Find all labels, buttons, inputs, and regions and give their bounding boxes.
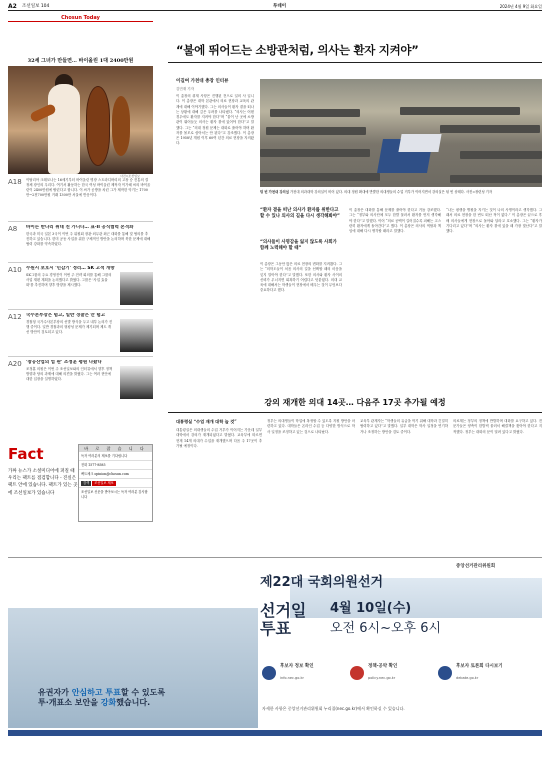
item-page: A20 [8,360,22,368]
column-text: “나는 평생을 병원을 지키는 것이 나의 사명이라고 생각했다. 그래서 의료 현장을 한 번도 떠난 적이 없다.” 이 총장은 끝으로 후배 의사들에게 현장으로 돌아와 달라고 호소했다. 그는 “환자가 기다리고 있다”며 “의사는 환자 곁에 있을 때 가장 빛난다”고 말했다. [446,208,542,234]
item-page: A18 [8,178,22,186]
voting-hours: 오전 6시~오후 6시 [330,621,442,636]
lead-subhead-2: “의사들이 사명감을 잃지 않도록 사회가 함께 노력해야 할 때” [260,240,337,252]
item-title: 수원시 보호시 '민감기' 정리… SK 고객 개방 [26,266,115,271]
page-number: A2 [8,3,17,10]
fact-copy: 가짜 뉴스가 소셜미디어에 퍼질 때 우리는 팩트를 점검합니다 - 진실은 팩트 안에 있습니다. 팩트가 있는 곳에 조선일보가 있습니다 [8,469,78,496]
second-column-1 [176,428,262,552]
fact-logo: Fact [8,445,44,463]
candidate-info-icon [262,666,276,680]
item-text: 한국과 미국 일본 3국이 이번 주 위원회 장관·외무관 최근 대화를 통해 및 협의를 추진하고 있습니다. 한미 공동 사업을 위한 구체적인 방안을 논의하며 북한 문제에 대해 협력 강화를 약속하였다. [26,232,151,247]
caption-text: 가천대 의과대학 강의실이 비어 있다. 의대 정원 확대에 반발한 의대생들의 수업 거부가 이어지면서 강의실은 텅 빈 상태다. 사진=장련성 기자 [289,190,493,194]
form-line[interactable]: 팩트체크 opinion@chosun.com [79,470,152,479]
empty-classroom-photo [260,79,542,187]
form-tags [79,479,152,488]
item-text: 조정훈 의원은 이번 주 조선일보와의 인터뷰에서 향후 정책 방향과 당의 과제에 대해 의견을 밝혔다. 그는 여러 현안에 대한 입장을 설명하였다. [26,367,113,382]
correction-form [78,444,153,522]
item-text: 이탈리아 크레모나는 16세기부터 바이올린 명장 스트라디바리의 고장 승 전통의 결정체 장인의 우리다. 여기서 활동하는 한국 여성 바이올린 제작자 이가혜 씨의 바이올린이 2400만원에 팔린다고 합니다. 이 씨가 공방을 차린 그가 제작한 악기는 1700만~2천700만원 거래 1300만 서울에 반응이다. [26,178,151,198]
election-day-vote: 선거일 투표 [260,601,307,638]
second-column-2 [267,419,355,552]
person-thumbnail [120,272,153,305]
today-item[interactable] [8,313,153,357]
lead-headline: “불에 뛰어드는 소방관처럼, 의사는 환자 지켜야” [176,43,419,57]
second-column-3 [360,419,448,552]
item-page: A12 [8,313,22,321]
feature-title: 32세 그녀가 만들면… 바이올린 1대 2400만원 [27,58,134,64]
fact-box [8,442,153,552]
lead-subhead-1: “환자 곁을 떠난 의사가 환자를 위한다고 할 수 있나 의사의 길을 다시 생각해봐야” [260,208,340,220]
search-tag: 검색 [83,481,90,486]
policy-info-icon [350,666,364,680]
election-advertisement[interactable] [8,557,542,754]
report-tag[interactable]: 조선일보 제보 [94,481,114,486]
column-text: 정부는 의대생들이 학업에 복귀할 수 있도록 지원 방안을 마련하고 있다. 대학들은 온라인 수업 등 다양한 방식으로 학사 일정을 조정하고 있는 것으로 나타났다. [267,419,355,434]
item-page: A10 [8,266,22,274]
caption-bold: 텅 빈 가천대 강의실 [260,190,289,194]
ad-bottom-bar [8,730,542,736]
debate-replay-icon [438,666,452,680]
item-page: A8 [8,225,18,233]
person-thumbnail [120,319,153,352]
page-header [8,2,542,11]
form-line[interactable]: 전화 1577-8585 [79,461,152,470]
photo-credit: 사진=조선일보 [120,174,140,178]
today-item[interactable] [8,225,153,263]
column-text: 의료계는 정부의 정책에 반발하며 대화를 요구하고 있다. 전문가들은 양측이 한발씩 물러서 해결책을 찾아야 한다고 지적했다. 정부는 대화의 문이 열려 있다고 밝혔다. [453,419,542,434]
lead-column-3 [349,208,441,394]
violin-maker-photo [8,66,153,174]
form-title: 바 로 잡 습 니 다 [79,445,152,452]
info-icons [262,664,522,696]
second-headline-rule [168,412,542,413]
issue-date: 2024년 4월 9일 화요일 [499,4,542,9]
ad-footer: 자세한 사항은 중앙선거관리위원회 누리집(nec.go.kr)에서 확인하실 수 있습니다. [262,706,405,711]
second-headline: 강의 재개한 의대 14곳… 다음주 17곳 추가될 예정 [264,398,446,407]
lead-column-1 [176,94,254,394]
today-item[interactable] [8,360,153,402]
item-title: '창공산업의 업 판' 조정훈 평원 나왔다 [26,360,102,365]
chosun-today-spacer [8,24,153,56]
column-text: 이 총장은 대화를 통해 문제를 풀어야 한다고 거듭 강조했다. 그는 “정부와 의사단체 모두 한발 물러서 환자를 먼저 생각해야 한다”고 말했다. 이어 “의료 공백이 길어질수록 피해는 고스란히 환자에게 돌아간다”고 했다. 이 총장은 의사의 역할과 책임에 대해 다시 생각할 때라고 말했다. [349,208,441,234]
policy-info-link[interactable]: 정책·공약 확인 policy.nec.go.kr [350,664,434,694]
item-title: 바이든 반나리 위대 친 가니다… 표·II 공식협력 본격화 [26,225,134,230]
today-item[interactable] [8,178,153,222]
nec-logo-text: 중앙선거관리위원회 [456,564,496,569]
lead-byline: 김민재 기자 [176,87,195,91]
ad-slogan: 유권자가 안심하고 투표할 수 있도록 투·개표소 보안을 강화했습니다. [38,688,166,708]
debate-replay-link[interactable]: 후보자 토론회 다시보기 debate.go.kr [438,664,522,694]
item-text: SK그룹의 주요 경영진이 이번 주 전략 회의를 통해 그룹의 사업 재편 계획을 논의했다고 밝혔다. 그룹은 '사업 효율화'를 추진하며 향후 방향을 제시했다. [26,273,112,288]
form-line: 조선일보 신문을 받아보시는 독자 여러분 감사합니다 [81,490,148,499]
publication-name: 조선일보 104 [22,4,50,9]
column-text: 교육부 관계자는 “학생들의 유급을 막기 위해 대학과 긴밀히 협력하고 있다”고 말했다. 일부 대학은 학사 일정을 연기하거나 조정하는 방안을 검토 중이다. [360,419,448,434]
election-date: 4월 10일(수) [330,601,412,616]
photo-caption [260,190,542,195]
election-title: 제22대 국회의원선거 [260,575,384,590]
headline-rule [168,62,542,63]
column-text: 이 총장의 취재 사항은 진행된 전으로 일의 사 입니다. 이 총장은 대학 본관에서 의료 현장과 교육의 관계에 대해 이야기했다. 그는 의사들이 환자 곁을 떠나는 상황에 대해 깊은 우려를 나타냈다. “의사는 어떤 경우에도 환자를 지켜야 한다”며 “불이 난 곳에 소방관이 뛰어들듯 의사는 환자 곁에 있어야 한다”고 말했다. 그는 “의대 정원 문제는 대화로 풀어야 하며 환자를 볼모로 삼아서는 안 된다”고 강조했다. 이 총장은 1958년 개원 이후 60여 년간 의료 현장을 지켜왔다. [176,94,254,146]
lead-column-2 [260,262,342,394]
item-text: 경찰청 국가수사본부장의 선발 방식을 두고 내부 논의가 진행 중이다. 일반 경찰과의 형평성 문제가 제기되며 제도 개선 방안이 검토되고 있다. [26,320,113,335]
person-thumbnail [120,366,153,399]
ballot-counting-photo [8,608,258,728]
chosun-today-label: Chosun Today [8,15,153,22]
form-line: 독자 여러분의 제보를 기다립니다 [79,452,152,461]
column-text: 이 총장은 그동안 많은 의료 현장의 변화를 지켜봤다. 그는 “의학도들이 처음 의사의 길을 선택할 때의 마음을 잊지 말아야 한다”고 말했다. 또한 의사와 환자 사이의 신뢰가 무너지면 회복하기 어렵다고 덧붙였다. 의대 교육에 대해서는 학생들이 현장에서 배우는 것이 무엇보다 중요하다고 했다. [260,262,342,293]
lead-column-4 [446,208,542,394]
column-text: 대통령실은 의대생들의 수업 거부가 이어지는 가운데 일부 대학에서 강의가 재개되었다고 밝혔다. 교육부에 따르면 현재 14개 의대가 수업을 재개했으며 다음 주 17곳이 추가될 예정이다. [176,428,262,448]
item-title: 국수본부장은 텀고, 일반 경찰은 안 텀고 [26,313,106,318]
candidate-info-link[interactable]: 후보자 정보 확인 info.nec.go.kr [262,664,346,694]
second-kicker: 대통령실 “수업 재개 대학 늘 것” [176,419,237,424]
today-item[interactable] [8,266,153,310]
lead-kicker: 이길여 가천대 총장 인터뷰 [176,79,229,84]
second-column-4 [453,419,542,552]
section-name: 투데이 [273,4,287,9]
